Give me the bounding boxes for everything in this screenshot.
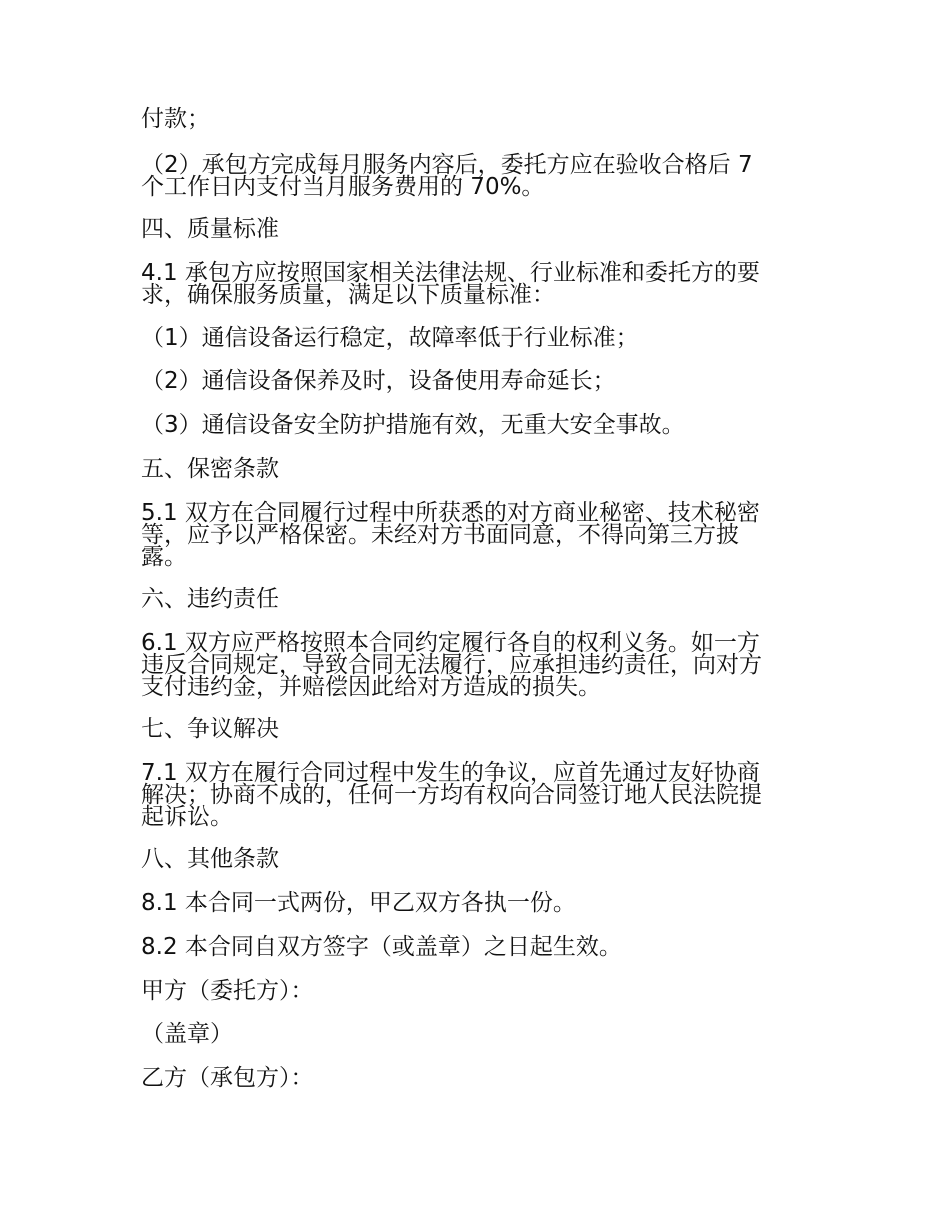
clause-8-2 xyxy=(141,936,821,958)
section-heading: 七、争议解决 xyxy=(141,716,279,742)
text-line: 4.1 承包方应按照国家相关法律法规、行业标准和委托方的要 xyxy=(141,260,760,286)
quality-item-1 xyxy=(141,327,821,349)
section-heading-breach xyxy=(141,588,821,610)
section-heading-quality xyxy=(141,218,821,240)
text-line: （2）承包方完成每月服务内容后，委托方应在验收合格后 7 xyxy=(141,152,753,178)
section-heading-confidentiality xyxy=(141,458,821,480)
quality-item-2 xyxy=(141,370,821,392)
text-line: 求，确保服务质量，满足以下质量标准： xyxy=(141,282,555,308)
text-line: 支付违约金，并赔偿因此给对方造成的损失。 xyxy=(141,674,601,700)
text-line: 6.1 双方应严格按照本合同约定履行各自的权利义务。如一方 xyxy=(141,630,760,656)
text-line: （3）通信设备安全防护措施有效，无重大安全事故。 xyxy=(141,412,685,438)
text-line: 违反合同规定，导致合同无法履行，应承担违约责任，向对方 xyxy=(141,652,762,678)
text-line: 8.2 本合同自双方签字（或盖章）之日起生效。 xyxy=(141,934,622,960)
clause-7-1 xyxy=(141,762,821,828)
clause-8-1 xyxy=(141,892,821,914)
quality-item-3 xyxy=(141,414,821,436)
text-line: 乙方（承包方）： xyxy=(141,1065,314,1091)
text-line: 付款； xyxy=(141,106,210,132)
party-b-label xyxy=(141,1067,821,1089)
section-heading-other xyxy=(141,848,821,870)
clause-4-1 xyxy=(141,262,821,306)
text-line: 甲方（委托方）： xyxy=(141,978,314,1004)
paragraph-text xyxy=(141,108,821,130)
text-line: 5.1 双方在合同履行过程中所获悉的对方商业秘密、技术秘密 xyxy=(141,500,760,526)
text-line: （1）通信设备运行稳定，故障率低于行业标准； xyxy=(141,325,639,351)
section-heading: 四、质量标准 xyxy=(141,216,279,242)
party-a-label xyxy=(141,980,821,1002)
text-line: 起诉讼。 xyxy=(141,804,233,830)
text-line: 解决；协商不成的，任何一方均有权向合同签订地人民法院提 xyxy=(141,782,762,808)
seal-label xyxy=(141,1023,821,1045)
section-heading: 六、违约责任 xyxy=(141,586,279,612)
section-heading: 八、其他条款 xyxy=(141,846,279,872)
section-heading-dispute xyxy=(141,718,821,740)
section-heading: 五、保密条款 xyxy=(141,456,279,482)
text-line: 7.1 双方在履行合同过程中发生的争议，应首先通过友好协商 xyxy=(141,760,760,786)
text-line: （盖章） xyxy=(141,1021,233,1047)
text-line: 8.1 本合同一式两份，甲乙双方各执一份。 xyxy=(141,890,576,916)
text-line: 个工作日内支付当月服务费用的 70%。 xyxy=(141,174,545,200)
text-line: 等，应予以严格保密。未经对方书面同意，不得向第三方披 xyxy=(141,522,739,548)
text-line: （2）通信设备保养及时，设备使用寿命延长； xyxy=(141,368,616,394)
clause-5-1 xyxy=(141,502,821,568)
clause-6-1 xyxy=(141,632,821,698)
text-line: 露。 xyxy=(141,544,187,570)
payment-clause-2 xyxy=(141,154,821,198)
